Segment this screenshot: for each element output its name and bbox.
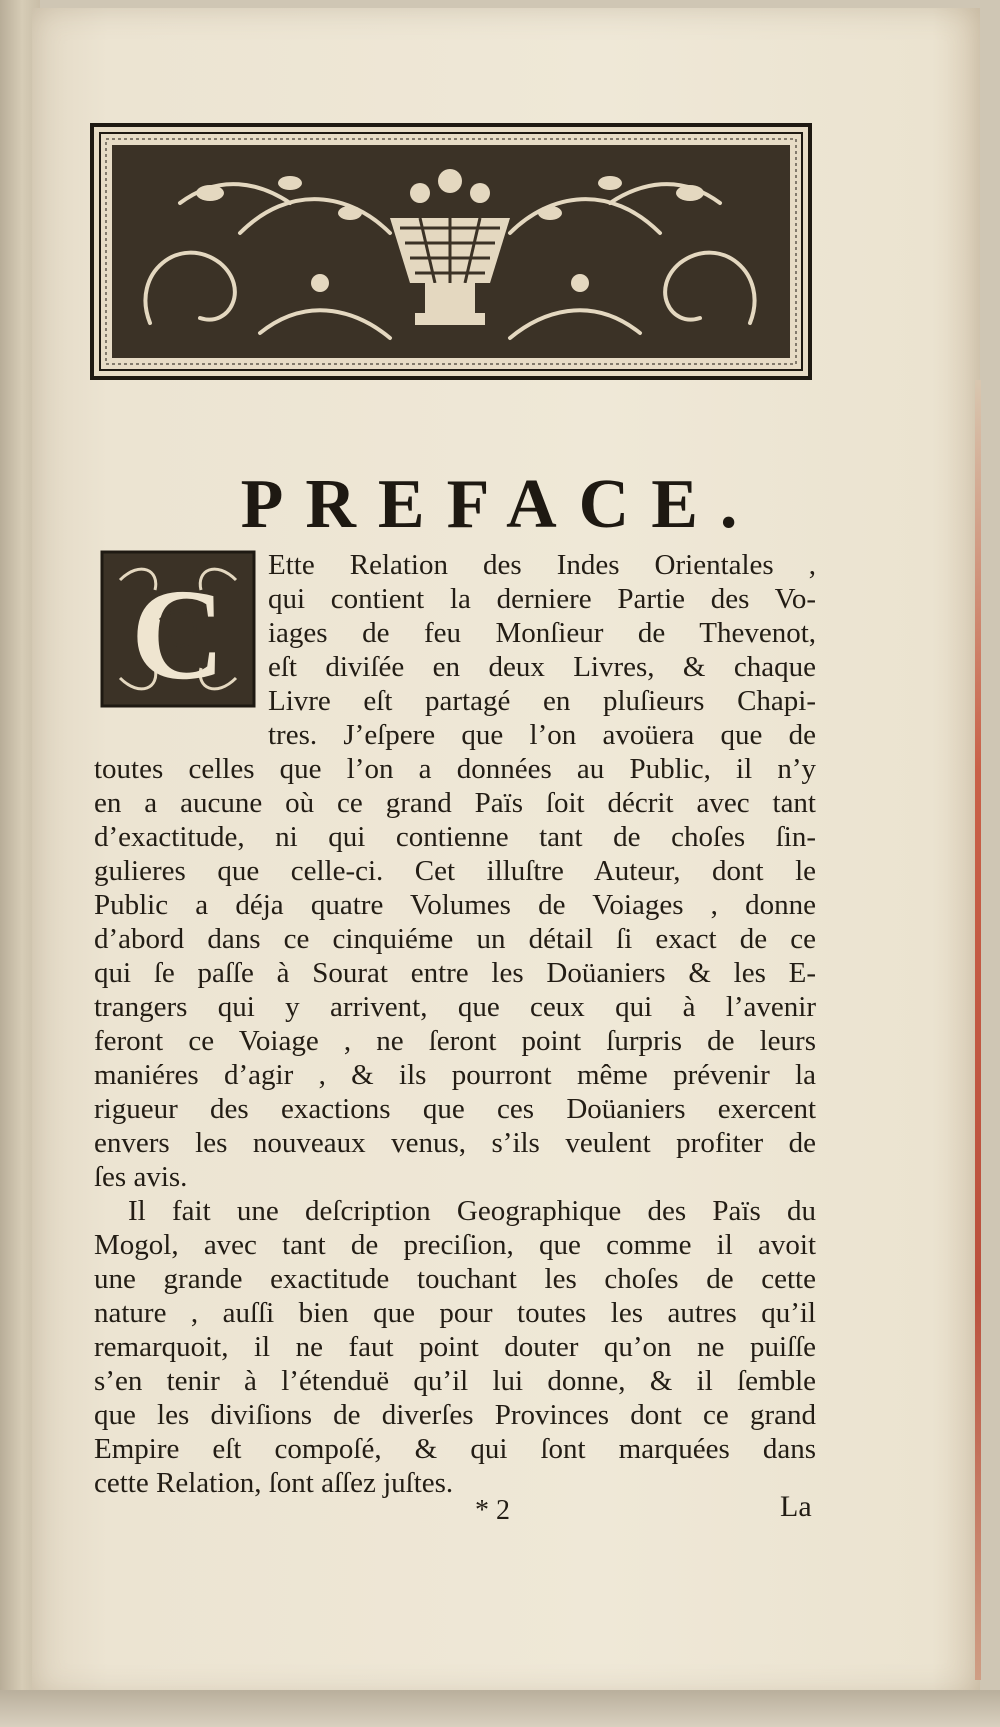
text-line: trangers qui y arrivent, que ceux qui à l’avenir bbox=[94, 991, 816, 1023]
text-line: remarquoit, il ne faut point douter qu’on ne puiſſe bbox=[94, 1331, 816, 1363]
text-line: iages de feu Monſieur de Thevenot, bbox=[268, 617, 816, 649]
text-line: Mogol, avec tant de preciſion, que comme il avoit bbox=[94, 1229, 816, 1261]
text-line: qui ſe paſſe à Sourat entre les Doüaniers & les E- bbox=[94, 957, 816, 989]
red-page-edge bbox=[975, 380, 981, 1680]
text-line: ſes avis. bbox=[94, 1161, 188, 1193]
text-line: que les diviſions de diverſes Provinces dont ce grand bbox=[94, 1399, 816, 1431]
text-line: en a aucune où ce grand Païs ſoit décrit avec tant bbox=[94, 787, 816, 819]
text-line: Livre eſt partagé en pluſieurs Chapi- bbox=[268, 685, 816, 717]
text-line: toutes celles que l’on a données au Public, il n’y bbox=[94, 753, 816, 785]
signature-mark: * 2 bbox=[475, 1495, 510, 1526]
text-line: feront ce Voiage , ne ſeront point ſurpris de leurs bbox=[94, 1025, 816, 1057]
text-line: envers les nouveaux venus, s’ils veulent profiter de bbox=[94, 1127, 816, 1159]
catchword: La bbox=[780, 1490, 812, 1523]
text-line: cette Relation, ſont aſſez juſtes. bbox=[94, 1467, 454, 1499]
text-line: Empire eſt compoſé, & qui ſont marquées dans bbox=[94, 1433, 816, 1465]
drop-cap-letter: C bbox=[131, 563, 225, 707]
text-line: Ette Relation des Indes Orientales , bbox=[268, 549, 816, 581]
text-line: maniéres d’agir , & ils pourront même prévenir la bbox=[94, 1059, 816, 1091]
text-line: Public a déja quatre Volumes de Voiages , donne bbox=[94, 889, 816, 921]
text-line: d’exactitude, ni qui contienne tant de choſes ſin- bbox=[94, 821, 816, 853]
text-line: Il fait une deſcription Geographique des Païs du bbox=[128, 1195, 816, 1227]
book-bottom-edge bbox=[0, 1690, 1000, 1727]
text-line: qui contient la derniere Partie des Vo- bbox=[268, 583, 816, 615]
text-line: nature , auſſi bien que pour toutes les autres qu’il bbox=[94, 1297, 816, 1329]
text-line: une grande exactitude touchant les choſes de cette bbox=[94, 1263, 816, 1295]
text-line: tres. J’eſpere que l’on avoüera que de bbox=[268, 719, 816, 751]
text-line: eſt diviſée en deux Livres, & chaque bbox=[268, 651, 816, 683]
text-line: gulieres que celle-ci. Cet illuſtre Auteur, dont le bbox=[94, 855, 816, 887]
headpiece-ornament bbox=[90, 123, 812, 380]
text-line: rigueur des exactions que ces Doüaniers exercent bbox=[94, 1093, 816, 1125]
decorated-initial-c bbox=[100, 550, 256, 708]
page-title: PREFACE. bbox=[240, 465, 760, 543]
text-line: s’en tenir à l’étenduë qu’il lui donne, & il ſemble bbox=[94, 1365, 816, 1397]
text-line: d’abord dans ce cinquiéme un détail ſi exact de ce bbox=[94, 923, 816, 955]
